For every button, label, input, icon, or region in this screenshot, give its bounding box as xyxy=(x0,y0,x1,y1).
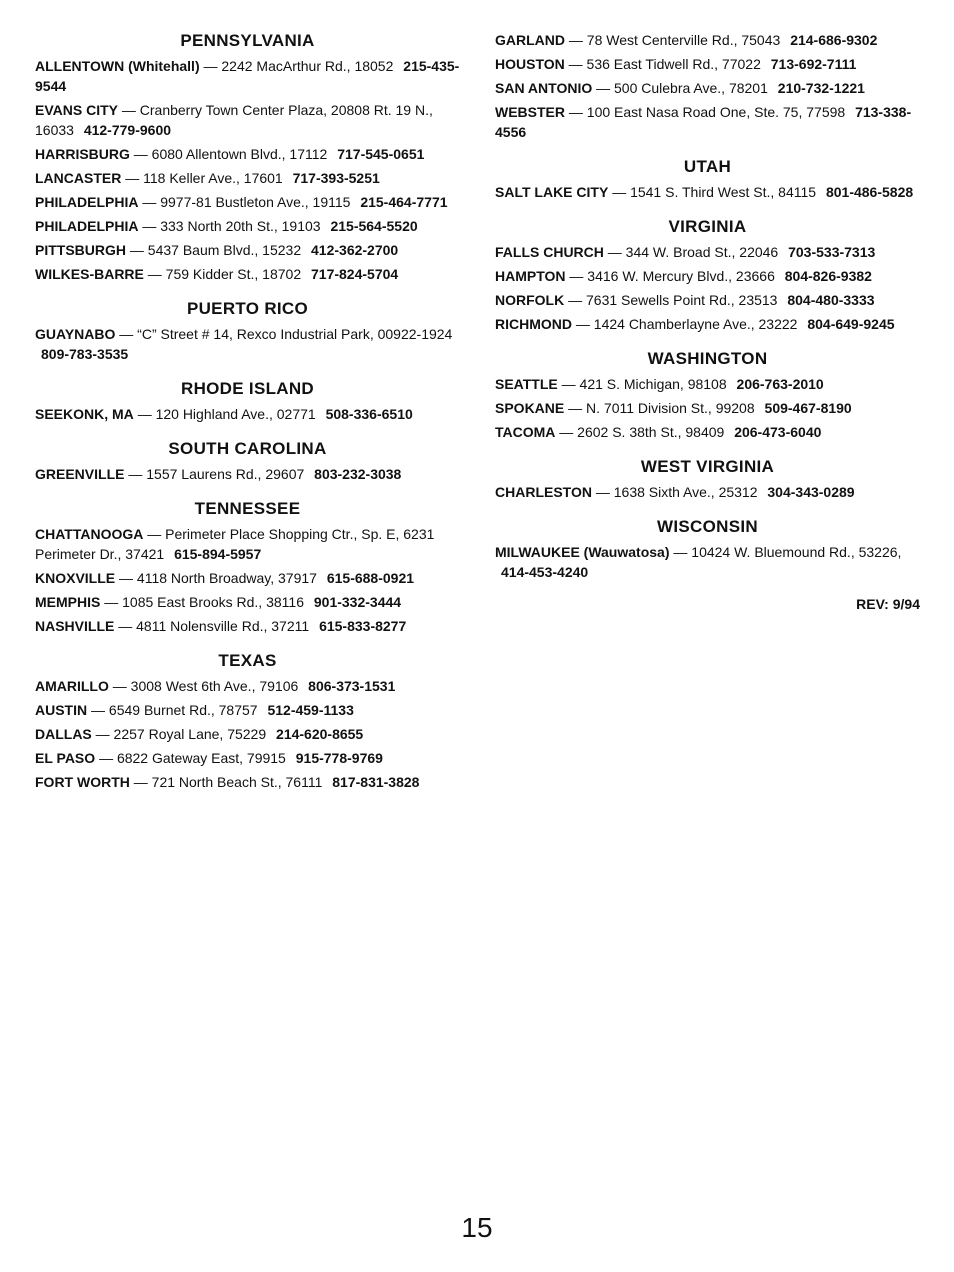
phone-number: 206-473-6040 xyxy=(734,424,822,440)
state-heading: PENNSYLVANIA xyxy=(180,31,315,50)
location-entry xyxy=(495,54,920,74)
street-address: — 1541 S. Third West St., 84115 xyxy=(612,184,817,200)
phone-number: 206-763-2010 xyxy=(736,376,824,392)
phone-number: 801-486-5828 xyxy=(825,184,914,200)
location-entry xyxy=(495,30,920,50)
state-section xyxy=(35,30,460,284)
state-section xyxy=(495,348,920,442)
city-name: SPOKANE xyxy=(495,400,565,416)
phone-number: 215-564-5520 xyxy=(330,218,418,234)
phone-number: 817-831-3828 xyxy=(332,774,420,790)
city-name: NASHVILLE xyxy=(35,618,115,634)
phone-number: 615-688-0921 xyxy=(326,570,415,586)
street-address: — 1557 Laurens Rd., 29607 xyxy=(128,466,305,482)
street-address: — 118 Keller Ave., 17601 xyxy=(125,170,283,186)
street-address: — 2602 S. 38th St., 98409 xyxy=(559,424,725,440)
phone-number: 509-467-8190 xyxy=(764,400,852,416)
street-address: — 1085 East Brooks Rd., 38116 xyxy=(104,594,304,610)
street-address: — 6549 Burnet Rd., 78757 xyxy=(91,702,258,718)
phone-number: 215-464-7771 xyxy=(360,194,448,210)
state-section xyxy=(495,156,920,202)
location-entry xyxy=(35,748,460,768)
street-address: — 500 Culebra Ave., 78201 xyxy=(596,80,768,96)
phone-number: 713-692-7111 xyxy=(770,56,857,72)
location-entry xyxy=(35,192,460,212)
city-name: LANCASTER xyxy=(35,170,122,186)
city-name: PHILADELPHIA xyxy=(35,194,139,210)
phone-number: 615-894-5957 xyxy=(174,546,262,562)
location-entry xyxy=(495,290,920,310)
state-heading: UTAH xyxy=(683,157,732,176)
phone-number: 717-545-0651 xyxy=(337,146,425,162)
street-address: — “C” Street # 14, Rexco Industrial Park, 00922-1924 xyxy=(119,326,453,342)
location-entry xyxy=(35,772,460,792)
street-address: — 3008 West 6th Ave., 79106 xyxy=(112,678,299,694)
city-name: HOUSTON xyxy=(495,56,565,72)
location-entry xyxy=(35,240,460,260)
street-address: — 421 S. Michigan, 98108 xyxy=(561,376,727,392)
location-entry xyxy=(35,676,460,696)
state-heading: WASHINGTON xyxy=(647,349,768,368)
state-heading: WISCONSIN xyxy=(657,517,758,536)
location-entry xyxy=(35,568,460,588)
state-section xyxy=(495,516,920,582)
city-name: MEMPHIS xyxy=(35,594,101,610)
street-address: — 536 East Tidwell Rd., 77022 xyxy=(568,56,761,72)
location-entry xyxy=(35,592,460,612)
phone-number: 214-686-9302 xyxy=(790,32,878,48)
city-name: GARLAND xyxy=(495,32,565,48)
street-address: — 4811 Nolensville Rd., 37211 xyxy=(118,618,310,634)
phone-number: 806-373-1531 xyxy=(308,678,396,694)
city-name: RICHMOND xyxy=(495,316,572,332)
street-address: — 120 Highland Ave., 02771 xyxy=(137,406,316,422)
city-name: ALLENTOWN (Whitehall) xyxy=(35,58,200,74)
street-address: — 10424 W. Bluemound Rd., 53226, xyxy=(673,544,902,560)
city-name: SEATTLE xyxy=(495,376,558,392)
city-name: PITTSBURGH xyxy=(35,242,126,258)
phone-number: 214-620-8655 xyxy=(276,726,364,742)
location-entry xyxy=(35,724,460,744)
city-name: GREENVILLE xyxy=(35,466,125,482)
state-section xyxy=(35,438,460,484)
city-name: CHATTANOOGA xyxy=(35,526,144,542)
street-address: — 1424 Chamberlayne Ave., 23222 xyxy=(575,316,798,332)
city-name: CHARLESTON xyxy=(495,484,592,500)
city-name: PHILADELPHIA xyxy=(35,218,139,234)
location-entry xyxy=(495,182,920,202)
location-entry xyxy=(35,264,460,284)
location-entry xyxy=(495,374,920,394)
phone-number: 304-343-0289 xyxy=(767,484,855,500)
state-section xyxy=(495,30,920,142)
state-heading: PUERTO RICO xyxy=(186,299,309,318)
location-entry xyxy=(495,314,920,334)
street-address: — 78 West Centerville Rd., 75043 xyxy=(568,32,781,48)
phone-number: 809-783-3535 xyxy=(41,346,129,362)
phone-number: 901-332-3444 xyxy=(313,594,402,610)
location-entry xyxy=(35,144,460,164)
city-name: SEEKONK, MA xyxy=(35,406,134,422)
state-heading: TENNESSEE xyxy=(194,499,301,518)
state-section xyxy=(35,298,460,364)
state-heading: TEXAS xyxy=(218,651,277,670)
location-entry xyxy=(495,102,920,142)
location-entry xyxy=(495,266,920,286)
street-address: — 4118 North Broadway, 37917 xyxy=(119,570,317,586)
location-entry xyxy=(495,78,920,98)
city-name: AUSTIN xyxy=(35,702,88,718)
location-entry xyxy=(495,542,920,582)
city-name: TACOMA xyxy=(495,424,556,440)
street-address: — 9977-81 Bustleton Ave., 19115 xyxy=(142,194,351,210)
phone-number: 804-649-9245 xyxy=(807,316,895,332)
city-name: HARRISBURG xyxy=(35,146,130,162)
city-name: KNOXVILLE xyxy=(35,570,116,586)
left-column xyxy=(35,30,460,806)
state-section xyxy=(35,650,460,792)
location-entry xyxy=(35,168,460,188)
city-name: MILWAUKEE (Wauwatosa) xyxy=(495,544,670,560)
phone-number: 412-362-2700 xyxy=(311,242,399,258)
revision-note: REV: 9/94 xyxy=(856,596,920,612)
phone-number: 804-480-3333 xyxy=(787,292,875,308)
street-address: — 6822 Gateway East, 79915 xyxy=(99,750,286,766)
phone-number: 803-232-3038 xyxy=(314,466,402,482)
location-entry xyxy=(495,482,920,502)
city-name: SALT LAKE CITY xyxy=(495,184,609,200)
street-address: — 721 North Beach St., 76111 xyxy=(133,774,323,790)
street-address: — 5437 Baum Blvd., 15232 xyxy=(129,242,302,258)
city-name: FALLS CHURCH xyxy=(495,244,604,260)
location-entry xyxy=(35,524,460,564)
city-name: GUAYNABO xyxy=(35,326,116,342)
location-entry xyxy=(35,404,460,424)
state-section xyxy=(495,456,920,502)
phone-number: 717-824-5704 xyxy=(311,266,399,282)
street-address: — Cranberry Town Center Plaza, 20808 Rt. 19 N., 16033 xyxy=(35,102,433,138)
street-address: — Perimeter Place Shopping Ctr., Sp. E, 6231 Perimeter Dr., 37421 xyxy=(35,526,435,562)
state-heading: VIRGINIA xyxy=(668,217,747,236)
street-address: — 2257 Royal Lane, 75229 xyxy=(95,726,267,742)
location-entry xyxy=(35,324,460,364)
city-name: WILKES-BARRE xyxy=(35,266,144,282)
city-name: DALLAS xyxy=(35,726,92,742)
phone-number: 412-779-9600 xyxy=(83,122,172,138)
city-name: EL PASO xyxy=(35,750,96,766)
phone-number: 717-393-5251 xyxy=(292,170,380,186)
street-address: — 3416 W. Mercury Blvd., 23666 xyxy=(569,268,775,284)
street-address: — 333 North 20th St., 19103 xyxy=(142,218,321,234)
location-entry xyxy=(495,242,920,262)
street-address: — 759 Kidder St., 18702 xyxy=(147,266,302,282)
state-heading: RHODE ISLAND xyxy=(181,379,314,398)
location-entry xyxy=(495,398,920,418)
city-name: WEBSTER xyxy=(495,104,565,120)
phone-number: 215-435-9544 xyxy=(35,58,460,94)
street-address: — 100 East Nasa Road One, Ste. 75, 77598 xyxy=(568,104,846,120)
state-section xyxy=(495,216,920,334)
city-name: EVANS CITY xyxy=(35,102,118,118)
phone-number: 915-778-9769 xyxy=(295,750,383,766)
city-name: AMARILLO xyxy=(35,678,109,694)
street-address: — 6080 Allentown Blvd., 17112 xyxy=(133,146,328,162)
location-entry xyxy=(35,56,460,96)
street-address: — 2242 MacArthur Rd., 18052 xyxy=(203,58,394,74)
street-address: — 7631 Sewells Point Rd., 23513 xyxy=(568,292,778,308)
location-entry xyxy=(35,616,460,636)
phone-number: 414-453-4240 xyxy=(501,564,589,580)
phone-number: 512-459-1133 xyxy=(267,702,354,718)
city-name: FORT WORTH xyxy=(35,774,130,790)
location-entry xyxy=(495,422,920,442)
location-entry xyxy=(35,100,460,140)
page-number: 15 xyxy=(461,1212,493,1243)
right-column xyxy=(495,30,920,612)
street-address: — 1638 Sixth Ave., 25312 xyxy=(595,484,758,500)
location-entry xyxy=(35,216,460,236)
street-address: — 344 W. Broad St., 22046 xyxy=(607,244,779,260)
phone-number: 703-533-7313 xyxy=(788,244,876,260)
city-name: NORFOLK xyxy=(495,292,565,308)
city-name: HAMPTON xyxy=(495,268,566,284)
location-entry xyxy=(35,700,460,720)
phone-number: 615-833-8277 xyxy=(319,618,407,634)
street-address: — N. 7011 Division St., 99208 xyxy=(568,400,755,416)
phone-number: 508-336-6510 xyxy=(325,406,413,422)
state-section xyxy=(35,498,460,636)
phone-number: 210-732-1221 xyxy=(777,80,865,96)
state-section xyxy=(35,378,460,424)
state-heading: WEST VIRGINIA xyxy=(640,457,775,476)
phone-number: 804-826-9382 xyxy=(784,268,872,284)
state-heading: SOUTH CAROLINA xyxy=(168,439,327,458)
phone-number: 713-338-4556 xyxy=(495,104,912,140)
city-name: SAN ANTONIO xyxy=(495,80,593,96)
location-entry xyxy=(35,464,460,484)
